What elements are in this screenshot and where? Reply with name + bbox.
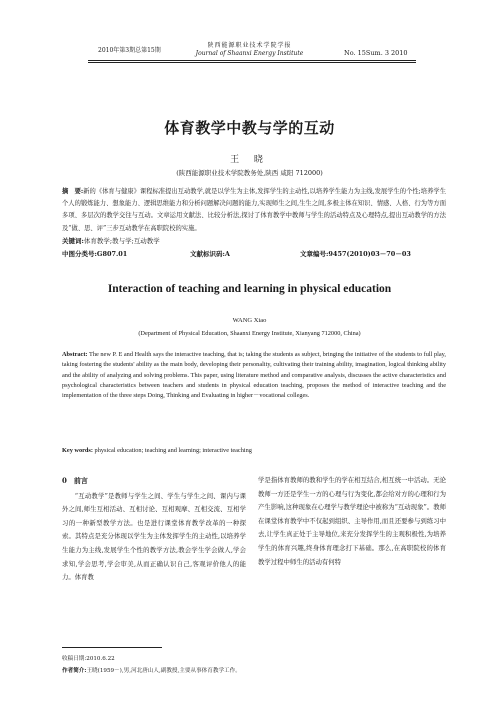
body-column-right bbox=[258, 474, 446, 569]
abstract-cn-text: 新的《体育与健康》课程标准提出互动教学,就是以学生为主体,发挥学生的主动性,以培养学生能力为主线,发展学生的个性;培养学生个人的锻炼能力、想象能力、逻辑思维能力和分析问题解决问题的能力,实现师生之间,生生之间,多极主体在知识、情感、人格、行为等方面多项、多层次的教学交往与互动。文章运用文献法、比较分析法,探讨了体育教学中教师与学生的活动特点及心理特点,提出互动教学的方法及“做、思、评”三步互动教学在高职院校的实施。 bbox=[62, 188, 446, 232]
keywords-en bbox=[62, 447, 252, 454]
doc-label: 文献标识码: bbox=[190, 250, 225, 258]
received-date: 收稿日期:2010.6.22 bbox=[62, 656, 115, 662]
header-rule bbox=[88, 60, 416, 61]
keywords-en-text: physical education; teaching and learning; interactive teaching bbox=[94, 447, 252, 454]
article-number bbox=[300, 249, 411, 258]
paper-title-en: Interaction of teaching and learning in physical education bbox=[107, 283, 392, 295]
journal-name-cn: 陕西能源职业技术学院学报 bbox=[207, 42, 292, 49]
issue-info-cn: 2010年第3期总第15期 bbox=[98, 47, 161, 54]
abstract-cn bbox=[62, 186, 446, 235]
doc-code bbox=[190, 249, 230, 258]
author-bio-label: 作者简介: bbox=[62, 668, 87, 674]
header-rule-thin bbox=[88, 62, 416, 63]
body-paragraph-right: 学是指体育教师的教和学生的学在相互结合,相互统一中活动。无论教师一方还是学生一方的心理与行为变化,都会给对方的心理和行为产生影响,这种现象在心理学与教学理论中被称为“互动现象”。教师在课堂体育教学中不仅起到组织、主导作用,而且还要参与到练习中去,让学生真正处于主导地位,来充分发挥学生的主观积极性,为培养学生的体育兴趣,终身体育理念打下基础。那么,在高职院校的体育教学过程中师生的活动有何特 bbox=[258, 476, 446, 566]
author-bio bbox=[62, 666, 241, 674]
affiliation-cn: (陕西能源职业技术学院教务处,陕西 咸阳 712000) bbox=[176, 169, 323, 177]
keywords-en-label: Key words: bbox=[62, 447, 93, 454]
journal-name-en: Journal of Shaanxi Energy Institute bbox=[195, 50, 304, 57]
issue-info-en: No. 15Sum. 3 2010 bbox=[344, 49, 408, 57]
section-heading: 0 前言 bbox=[62, 476, 88, 485]
keywords-cn-label: 关键词: bbox=[62, 237, 84, 245]
author-bio-text: 王晓(1959－),男,河北唐山人,副教授,主要从事体育教学工作。 bbox=[86, 668, 241, 674]
body-column-left bbox=[62, 474, 246, 585]
footnote-rule bbox=[62, 647, 162, 648]
doc-value: A bbox=[224, 250, 230, 258]
abstract-cn-label: 摘 要: bbox=[62, 188, 84, 195]
clc-number bbox=[62, 249, 127, 258]
clc-label: 中图分类号: bbox=[62, 250, 97, 258]
art-value: 9457(2010)03－70－03 bbox=[328, 250, 411, 258]
author-cn: 王 晓 bbox=[230, 155, 269, 165]
affiliation-en: (Department of Physical Education, Shaanxi Energy Institute, Xianyang 712000, China) bbox=[138, 330, 361, 337]
abstract-en bbox=[62, 350, 446, 401]
abstract-en-label: Abstract: bbox=[62, 351, 88, 358]
body-paragraph-left: “互动教学”是教师与学生之间、学生与学生之间、课内与课外之间,师生互相活动、互相讨论、互相观摩、互相交流、互相学习的一种新型教学方法。也是进行课堂体育教学改革的一种探索。其特点是充分体现以学生为主体发挥学生的主动性,以培养学生能力为主线,发展学生个性的教学方法,教会学生学会做人,学会求知,学会思考,学会审美,从而正确认识自己,客观评价他人的能力。体育教 bbox=[62, 491, 246, 582]
art-label: 文章编号: bbox=[300, 250, 329, 258]
abstract-en-text: The new P. E and Health says the interactive teaching, that is; taking the students as subject, bringing the initiative of the students to full play, taking fostering the students' ability as the main body, developing their personality, cultivating their training ability, imagination, logical thinking ability and the ability of analyzing and solving problems. This paper, using literature method and comparative analysis, discusses the active characteristics and psychological characteristics between teachers and students in physical education teaching, proposes the method of interactive teaching and the implementation of the three steps Doing, Thinking and Evaluating in higher－vocational colleges. bbox=[62, 351, 446, 400]
keywords-cn bbox=[62, 236, 160, 245]
paper-title-cn: 体育教学中教与学的互动 bbox=[164, 119, 335, 137]
keywords-cn-text: 体育教学;教与学;互动教学 bbox=[83, 237, 160, 245]
author-en: WANG Xiao bbox=[232, 317, 267, 324]
clc-value: G807.01 bbox=[96, 250, 128, 258]
